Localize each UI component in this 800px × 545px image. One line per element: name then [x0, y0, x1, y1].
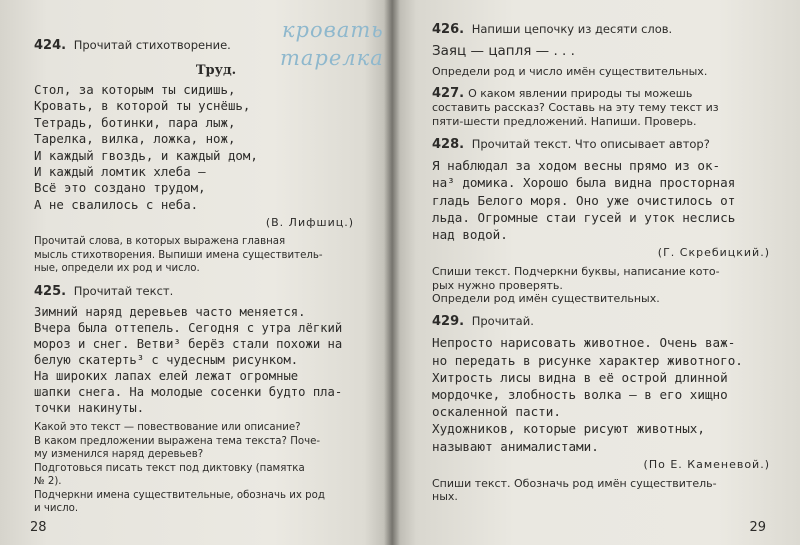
text-line: Непросто нарисовать животное. Очень важ- — [432, 335, 736, 351]
exercise-429-text — [432, 334, 770, 454]
task-line: В каком предложении выражена тема текста? Поче- — [34, 435, 321, 447]
page-number: 29 — [749, 520, 766, 535]
poem-line: Всё это создано трудом, — [34, 180, 206, 196]
text-line: мордочке, злобность волка — в его хищно — [432, 387, 728, 403]
exercise-429-header — [432, 314, 770, 329]
task-line: мысль стихотворения. Выпиши имена существитель- — [34, 249, 323, 261]
exercise-428-header — [432, 137, 770, 152]
right-page — [392, 0, 800, 545]
task-line: Спиши текст. Подчеркни буквы, написание кото- — [432, 265, 720, 279]
task-line: Прочитай слова, в которых выражена главная — [34, 236, 286, 248]
exercise-428-task — [432, 265, 770, 305]
task-line: № 2). — [34, 476, 62, 488]
task-line: рых нужно проверять. — [432, 278, 563, 292]
task-line: и число. — [34, 502, 79, 514]
text-line: над водой. — [432, 227, 508, 242]
exercise-429-task — [432, 477, 770, 504]
task-line: Определи род имён существительных. — [432, 292, 660, 306]
task-line: пяти-шести предложений. Напиши. Проверь. — [432, 114, 697, 128]
exercise-number: 429. — [432, 314, 465, 330]
text-line: точки накинуты. — [34, 401, 145, 416]
book-spine — [384, 0, 400, 545]
exercise-427-body — [432, 87, 770, 128]
exercise-instruction: Прочитай. — [471, 314, 534, 329]
text-line: Художников, которые рисуют животных, — [432, 421, 705, 437]
exercise-425-header — [34, 284, 378, 299]
task-line: Спиши текст. Обозначь род имён существитель- — [432, 476, 717, 490]
text-line: мороз и снег. Ветви³ берёз стали похожи на — [34, 337, 343, 352]
exercise-instruction: Напиши цепочку из десяти слов. — [471, 22, 673, 36]
task-line: О каком явлении природы ты можешь — [468, 87, 693, 101]
text-line: гладь Белого моря. Оно уже очистилось от — [432, 192, 736, 208]
handwritten-word-1: кровать — [282, 18, 384, 42]
poem-line: И каждый ломтик хлеба — — [34, 164, 206, 180]
poem-line: Стол, за которым ты сидишь, — [34, 82, 236, 97]
text-line: Зимний наряд деревьев часто меняется. — [34, 305, 306, 320]
poem-line: А не свалилось с неба. — [34, 196, 199, 212]
task-line: Подготовься писать текст под диктовку (памятка — [34, 462, 305, 474]
poem-title: Труд. — [195, 63, 237, 78]
exercise-number: 428. — [432, 137, 465, 153]
text-line: На широких лапах елей лежат огромные — [34, 369, 299, 384]
text-line: на³ домика. Хорошо была видна просторная — [432, 175, 736, 191]
text-line: Хитрость лисы видна в её острой длинной — [432, 369, 728, 385]
word-chain: Заяц — цапля — . . . — [432, 43, 575, 59]
poem-text — [34, 82, 378, 213]
page-number: 28 — [30, 520, 47, 535]
exercise-instruction: Прочитай текст. — [73, 284, 174, 299]
exercise-number: 427. — [432, 86, 465, 102]
text-author: (Г. Скребицкий.) — [657, 246, 770, 260]
exercise-424-task — [34, 235, 378, 275]
text-line: шапки снега. На молодые сосенки будто пла- — [34, 385, 343, 400]
task-line: ные, определи их род и число. — [34, 263, 200, 275]
text-line: Вчера была оттепель. Сегодня с утра лёгкий — [34, 321, 343, 336]
poem-author: (В. Лифшиц.) — [265, 216, 354, 230]
exercise-instruction: Прочитай текст. Что описывает автор? — [471, 137, 710, 152]
text-line: оскаленной пасти. — [432, 404, 561, 420]
exercise-425-text — [34, 304, 378, 416]
task-line: Какой это текст — повествование или описание? — [34, 422, 301, 434]
text-line: называют анималистами. — [432, 438, 599, 454]
exercise-428-text — [432, 157, 770, 243]
poem-line: Тарелка, вилка, ложка, нож, — [34, 131, 236, 147]
text-line: белую скатерть³ с чудесным рисунком. — [34, 353, 299, 368]
exercise-426-header — [432, 22, 770, 37]
left-page — [0, 0, 392, 545]
exercise-426-task: Определи род и число имён существительных. — [432, 65, 708, 78]
poem-line: Кровать, в которой ты уснёшь, — [34, 98, 251, 114]
handwritten-word-2: тарелка — [280, 46, 384, 70]
exercise-instruction: Прочитай стихотворение. — [73, 38, 231, 52]
task-line: Подчеркни имена существительные, обозначь их род — [34, 489, 325, 501]
exercise-number: 425. — [34, 284, 67, 300]
exercise-425-task — [34, 421, 378, 515]
poem-line: И каждый гвоздь, и каждый дом, — [34, 147, 258, 163]
text-author: (По Е. Каменевой.) — [643, 457, 770, 471]
text-line: льда. Огромные стаи гусей и уток неслись — [432, 209, 736, 225]
exercise-number: 426. — [432, 22, 465, 37]
text-line: Я наблюдал за ходом весны прямо из ок- — [432, 158, 721, 174]
task-line: ных. — [432, 490, 458, 504]
task-line: му изменился наряд деревьев? — [34, 449, 204, 461]
exercise-number: 424. — [34, 38, 67, 53]
poem-line: Тетрадь, ботинки, пара лыж, — [34, 114, 236, 130]
text-line: но передать в рисунке характер животного. — [432, 352, 743, 368]
task-line: составить рассказ? Составь на эту тему текст из — [432, 101, 719, 114]
